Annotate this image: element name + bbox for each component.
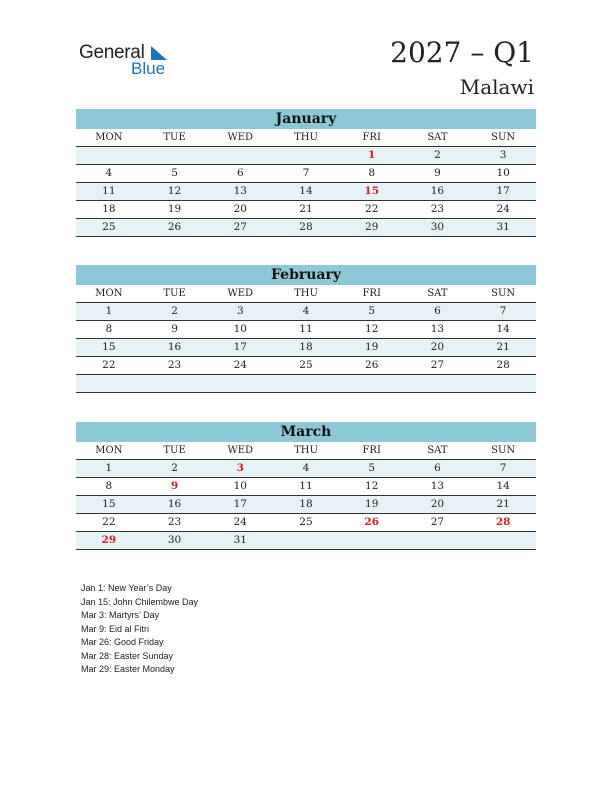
day-cell: 29	[101, 534, 117, 546]
weekday-label: SUN	[470, 129, 536, 147]
day-cell: 3	[236, 305, 244, 317]
day-cell: 7	[499, 305, 507, 317]
day-cell: 16	[167, 498, 182, 510]
day-cell	[142, 375, 208, 392]
day-cell: 17	[496, 185, 510, 197]
day-cell: 1	[105, 462, 113, 474]
day-cell: 18	[299, 341, 313, 353]
day-cell: 26	[364, 516, 380, 528]
weekday-label: WED	[207, 129, 273, 147]
week-row	[76, 375, 536, 393]
week-row	[76, 201, 536, 219]
day-cell: 11	[299, 323, 313, 335]
day-cell: 23	[167, 516, 182, 528]
day-cell: 1	[368, 149, 376, 161]
week-row	[76, 514, 536, 532]
day-cell	[339, 375, 405, 392]
weekday-row	[76, 285, 536, 303]
day-cell: 20	[233, 203, 247, 215]
weekday-label: SAT	[405, 285, 471, 303]
weekday-row	[76, 442, 536, 460]
week-row	[76, 496, 536, 514]
day-cell: 16	[167, 341, 182, 353]
weekday-label: FRI	[339, 285, 405, 303]
weekday-label: THU	[273, 129, 339, 147]
day-cell: 27	[430, 359, 445, 371]
day-cell: 9	[170, 480, 179, 492]
weekday-label: SAT	[405, 129, 471, 147]
day-cell: 9	[434, 167, 441, 179]
day-cell: 21	[299, 203, 313, 215]
month-header: March	[76, 422, 536, 442]
week-row	[76, 147, 536, 165]
day-cell: 1	[105, 305, 113, 317]
day-cell: 2	[171, 305, 178, 317]
day-cell: 24	[496, 203, 510, 215]
weekday-label: WED	[207, 285, 273, 303]
day-cell: 25	[102, 221, 116, 233]
day-cell: 13	[233, 185, 247, 197]
day-cell: 13	[430, 480, 445, 492]
day-cell: 8	[368, 167, 376, 179]
holiday-note: Mar 29: Easter Monday	[81, 664, 175, 674]
day-cell: 26	[365, 359, 379, 371]
day-cell: 16	[430, 185, 445, 197]
day-cell: 5	[368, 305, 376, 317]
week-row	[76, 478, 536, 496]
day-cell: 20	[430, 498, 445, 510]
logo-word-general: General	[79, 42, 145, 63]
day-cell: 21	[496, 498, 510, 510]
day-cell: 19	[365, 341, 379, 353]
day-cell	[76, 375, 142, 392]
day-cell	[470, 375, 536, 392]
month-header: February	[76, 265, 536, 285]
day-cell: 24	[233, 359, 247, 371]
day-cell: 10	[496, 167, 510, 179]
day-cell: 22	[102, 359, 116, 371]
day-cell: 8	[105, 480, 113, 492]
weekday-label: MON	[76, 129, 142, 147]
day-cell: 6	[236, 167, 244, 179]
holiday-list	[81, 582, 198, 677]
day-cell: 5	[368, 462, 376, 474]
day-cell: 11	[299, 480, 313, 492]
day-cell: 23	[167, 359, 182, 371]
day-cell: 14	[496, 480, 510, 492]
logo-word-blue: Blue	[131, 59, 166, 78]
country-name: Malawi	[459, 75, 534, 99]
day-cell: 18	[102, 203, 116, 215]
day-cell: 26	[167, 221, 182, 233]
day-cell: 19	[167, 203, 182, 215]
week-row	[76, 183, 536, 201]
day-cell	[405, 375, 471, 392]
day-cell: 4	[302, 305, 310, 317]
weekday-label: SUN	[470, 442, 536, 460]
weekday-label: TUE	[142, 285, 208, 303]
day-cell: 31	[496, 221, 510, 233]
logo	[79, 40, 179, 80]
weeks	[76, 303, 536, 393]
day-cell: 23	[430, 203, 445, 215]
day-cell: 10	[233, 323, 247, 335]
day-cell: 27	[430, 516, 445, 528]
day-cell: 6	[434, 462, 441, 474]
weekday-label: SUN	[470, 285, 536, 303]
weekday-label: WED	[207, 442, 273, 460]
day-cell: 4	[302, 462, 310, 474]
day-cell: 28	[495, 516, 511, 528]
weekday-label: TUE	[142, 442, 208, 460]
day-cell: 12	[167, 185, 182, 197]
day-cell: 28	[299, 221, 313, 233]
day-cell	[207, 375, 273, 392]
holiday-note: Mar 3: Martyrs’ Day	[81, 610, 160, 620]
day-cell: 4	[105, 167, 113, 179]
page-title: 2027 – Q1	[390, 36, 534, 69]
day-cell: 7	[499, 462, 507, 474]
week-row	[76, 532, 536, 550]
month-header: January	[76, 109, 536, 129]
day-cell	[76, 147, 142, 164]
day-cell: 12	[365, 323, 379, 335]
day-cell: 25	[299, 516, 313, 528]
day-cell	[142, 147, 208, 164]
day-cell: 8	[105, 323, 113, 335]
day-cell: 3	[236, 462, 244, 474]
weekday-row	[76, 129, 536, 147]
day-cell: 30	[430, 221, 445, 233]
weekday-label: SAT	[405, 442, 471, 460]
weekday-label: TUE	[142, 129, 208, 147]
week-row	[76, 357, 536, 375]
day-cell	[273, 147, 339, 164]
day-cell	[273, 375, 339, 392]
week-row	[76, 339, 536, 357]
day-cell: 12	[365, 480, 379, 492]
weeks	[76, 147, 536, 237]
day-cell: 3	[499, 149, 507, 161]
day-cell: 30	[167, 534, 182, 546]
day-cell: 25	[299, 359, 313, 371]
weekday-label: MON	[76, 285, 142, 303]
weekday-label: FRI	[339, 129, 405, 147]
holiday-note: Mar 9: Eid al Fitri	[81, 623, 150, 634]
weekday-label: THU	[273, 285, 339, 303]
day-cell: 17	[233, 341, 247, 353]
weeks	[76, 460, 536, 550]
day-cell: 27	[233, 221, 247, 233]
day-cell: 9	[171, 323, 178, 335]
day-cell: 5	[171, 167, 178, 179]
day-cell: 2	[171, 462, 178, 474]
day-cell: 22	[102, 516, 116, 528]
holiday-note: Jan 15: John Chilembwe Day	[81, 596, 199, 607]
weekday-label: THU	[273, 442, 339, 460]
day-cell: 22	[365, 203, 379, 215]
day-cell	[470, 532, 536, 549]
day-cell: 19	[365, 498, 379, 510]
day-cell: 20	[430, 341, 445, 353]
day-cell: 10	[233, 480, 247, 492]
day-cell: 14	[299, 185, 313, 197]
day-cell: 2	[434, 149, 441, 161]
month-february	[76, 265, 536, 393]
week-row	[76, 321, 536, 339]
holiday-note: Mar 28: Easter Sunday	[81, 650, 174, 661]
day-cell: 13	[430, 323, 445, 335]
day-cell	[405, 532, 471, 549]
week-row	[76, 165, 536, 183]
day-cell: 7	[302, 167, 310, 179]
day-cell: 29	[365, 221, 379, 233]
weekday-label: MON	[76, 442, 142, 460]
day-cell: 21	[496, 341, 510, 353]
day-cell	[339, 532, 405, 549]
day-cell: 24	[233, 516, 247, 528]
day-cell: 31	[233, 534, 247, 546]
day-cell	[273, 532, 339, 549]
day-cell: 28	[496, 359, 510, 371]
month-march	[76, 422, 536, 550]
weekday-label: FRI	[339, 442, 405, 460]
day-cell: 15	[102, 341, 116, 353]
month-january	[76, 109, 536, 237]
holiday-note: Mar 26: Good Friday	[81, 637, 164, 647]
day-cell: 18	[299, 498, 313, 510]
week-row	[76, 303, 536, 321]
day-cell: 15	[364, 185, 380, 197]
holiday-note: Jan 1: New Year’s Day	[81, 583, 172, 593]
day-cell: 6	[434, 305, 441, 317]
day-cell: 17	[233, 498, 247, 510]
week-row	[76, 219, 536, 237]
day-cell: 15	[102, 498, 116, 510]
day-cell: 11	[102, 185, 116, 197]
day-cell: 14	[496, 323, 510, 335]
week-row	[76, 460, 536, 478]
day-cell	[207, 147, 273, 164]
